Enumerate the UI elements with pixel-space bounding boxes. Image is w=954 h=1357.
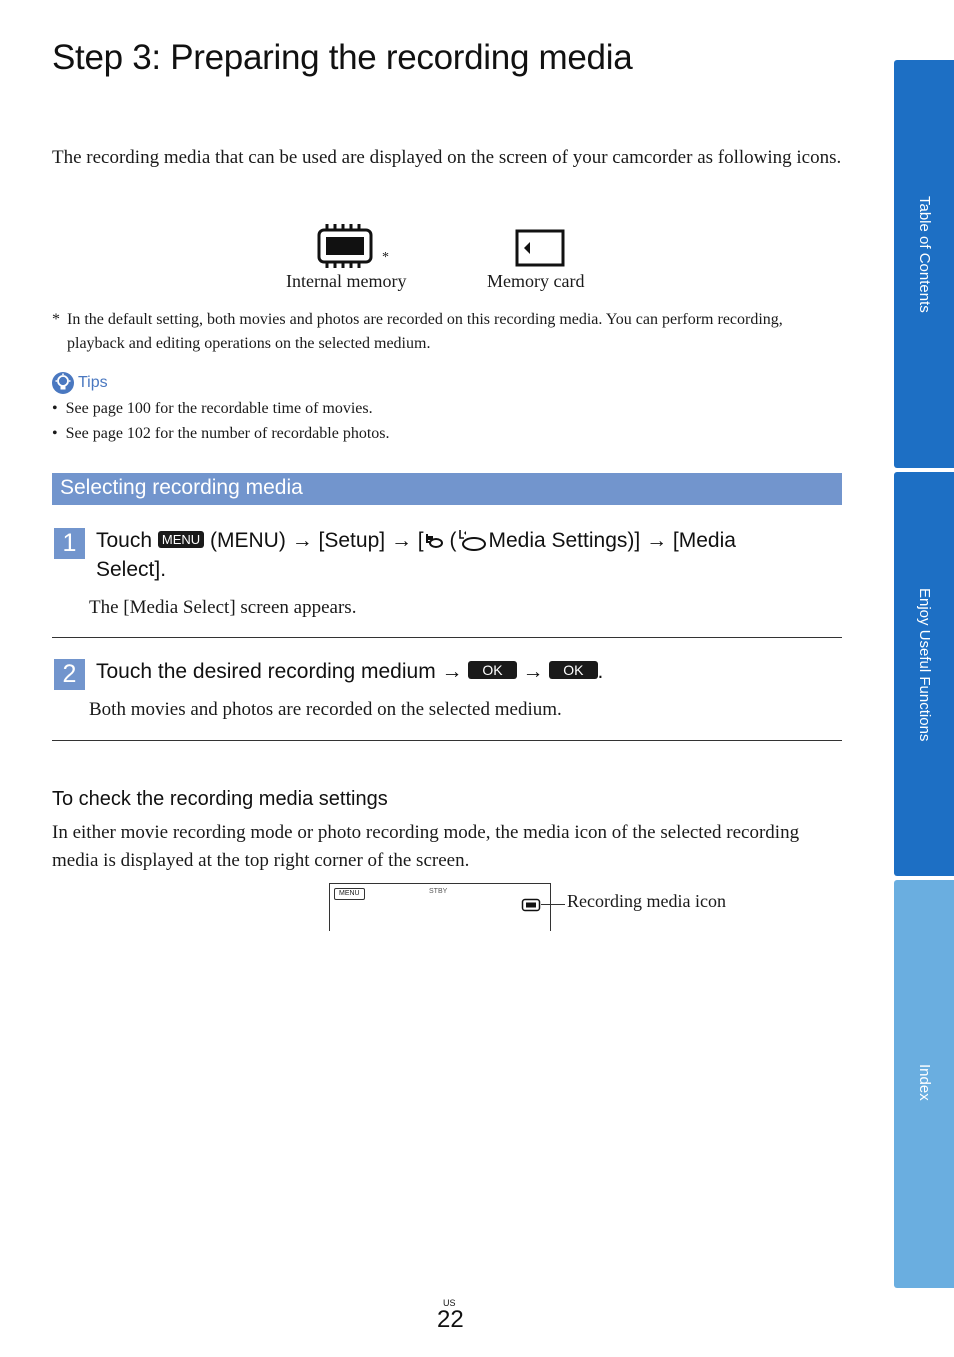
- check-paragraph: In either movie recording mode or photo recording mode, the media icon of the selected recording media is displayed at the top right corner of the screen.: [52, 822, 800, 871]
- step-number-1: 1: [54, 528, 85, 559]
- bullet: •: [52, 400, 66, 417]
- memory-card-icon: [514, 228, 566, 268]
- arrow-icon: →: [390, 529, 412, 552]
- screen-menu-button: MENU: [334, 888, 365, 900]
- screen-status-text: STBY: [429, 888, 448, 895]
- step-text: Touch: [96, 529, 153, 552]
- page-title: Step 3: Preparing the recording media: [52, 38, 633, 77]
- tips-heading: [52, 372, 108, 394]
- footnote-mark: *: [52, 311, 60, 328]
- lightbulb-icon: [52, 372, 74, 394]
- ok-button-icon: OK: [549, 661, 597, 679]
- step-1-line-1: [96, 528, 736, 553]
- arrow-icon: →: [441, 660, 463, 683]
- intro-paragraph: The recording media that can be used are displayed on the screen of your camcorder as following icons.: [52, 147, 842, 168]
- sidebar-tab-table-of-contents[interactable]: [894, 60, 954, 468]
- step-text: [Media: [672, 529, 736, 552]
- step-2-result: Both movies and photos are recorded on the selected medium.: [89, 699, 562, 720]
- memory-card-label: Memory card: [487, 271, 585, 291]
- step-text: [: [417, 529, 424, 552]
- internal-memory-footnote-mark: *: [382, 250, 389, 265]
- list-item: [52, 396, 390, 421]
- media-settings-icon: [456, 528, 488, 552]
- step-text: (MENU): [210, 529, 286, 552]
- media-settings-icon: [424, 530, 444, 550]
- screen-illustration: [329, 883, 551, 931]
- step-text: Media Settings)]: [488, 529, 641, 552]
- list-item: [52, 421, 390, 446]
- sidebar-tab-label: Enjoy Useful Functions: [916, 588, 933, 742]
- section-header: [52, 473, 842, 505]
- step-text: Touch the desired recording medium: [96, 660, 436, 683]
- page-number: 22: [437, 1306, 464, 1333]
- tip-text: See page 102 for the number of recordable photos.: [65, 425, 390, 442]
- step-1-result: The [Media Select] screen appears.: [89, 597, 357, 618]
- sidebar-tab-index[interactable]: [894, 880, 954, 1288]
- sidebar-tab-enjoy-useful-functions[interactable]: [894, 472, 954, 876]
- step-1-line-2: Select].: [96, 558, 167, 581]
- menu-button-icon: MENU: [158, 531, 204, 548]
- ok-button-icon: OK: [468, 661, 516, 679]
- callout-label: Recording media icon: [567, 891, 726, 911]
- internal-memory-icon: [316, 224, 376, 268]
- callout-line: [541, 904, 565, 905]
- tip-text: See page 100 for the recordable time of movies.: [65, 400, 373, 417]
- subsection-heading: To check the recording media settings: [52, 788, 388, 810]
- step-text: .: [597, 660, 604, 683]
- arrow-icon: →: [646, 529, 668, 552]
- sidebar-tab-label: Index: [916, 1064, 933, 1101]
- arrow-icon: →: [522, 660, 544, 683]
- internal-memory-label: Internal memory: [286, 271, 407, 291]
- divider: [52, 637, 842, 638]
- step-text: [Setup]: [318, 529, 386, 552]
- page-region: US: [443, 1298, 456, 1308]
- step-number-2: 2: [54, 659, 85, 690]
- bullet: •: [52, 425, 66, 442]
- step-2-line-1: [96, 660, 603, 684]
- section-title: Selecting recording media: [60, 476, 303, 499]
- footnote-text: In the default setting, both movies and photos are recorded on this recording media. You can perform recording, playback and editing operations on the selected medium.: [67, 311, 783, 352]
- step-text: (: [449, 529, 457, 552]
- tips-label: Tips: [78, 374, 108, 392]
- tips-list: [52, 396, 390, 446]
- recording-media-icon: [521, 897, 541, 913]
- arrow-icon: →: [291, 529, 313, 552]
- divider: [52, 740, 842, 741]
- sidebar-tab-label: Table of Contents: [916, 196, 933, 313]
